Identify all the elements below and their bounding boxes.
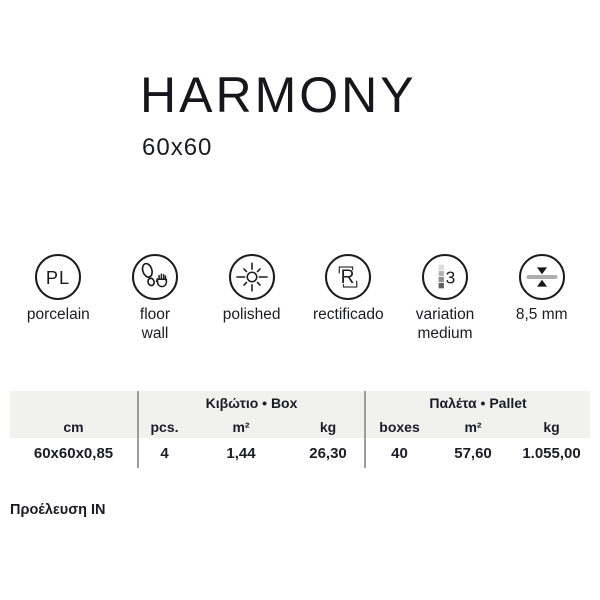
col-header-pallet-m2: m² xyxy=(464,418,482,435)
cell-size: 60x60x0,85 xyxy=(33,444,114,462)
feature-label: 8,5 mm xyxy=(515,306,568,323)
feature-icons-row xyxy=(10,254,590,344)
feature-label-line2: wall xyxy=(141,324,169,342)
feature-label: polished xyxy=(222,306,281,323)
product-size: 60x60 xyxy=(142,134,213,161)
svg-text:PL: PL xyxy=(46,266,71,288)
polished-icon xyxy=(229,254,275,300)
feature-polished xyxy=(203,254,300,344)
feature-label: rectificado xyxy=(313,306,384,323)
feature-variation xyxy=(397,254,494,344)
thickness-icon xyxy=(519,254,565,300)
svg-text:R: R xyxy=(340,266,355,288)
cell-box-m2: 1,44 xyxy=(226,444,256,462)
feature-label: variation xyxy=(415,306,475,323)
feature-label-line2: medium xyxy=(417,324,473,342)
col-header-pallet-kg: kg xyxy=(543,418,560,435)
table-row xyxy=(10,438,590,468)
feature-floor-wall xyxy=(107,254,204,344)
col-header-boxes: boxes xyxy=(365,415,433,438)
svg-text:3: 3 xyxy=(445,267,456,288)
cell-boxes: 40 xyxy=(365,438,433,468)
floor-wall-icon xyxy=(132,254,178,300)
origin-note: Προέλευση IN xyxy=(10,502,106,518)
group-header-box: Κιβώτιο • Box xyxy=(138,391,365,415)
product-title: HARMONY xyxy=(140,67,417,123)
col-header-box-m2: m² xyxy=(232,418,250,435)
feature-thickness xyxy=(493,254,590,344)
cell-box-kg: 26,30 xyxy=(309,444,347,462)
col-header-pcs: pcs. xyxy=(138,415,190,438)
feature-porcelain xyxy=(10,254,107,344)
col-header-box-kg: kg xyxy=(319,418,337,435)
shade-variation-icon xyxy=(422,254,468,300)
packaging-table xyxy=(10,391,590,468)
feature-label: porcelain xyxy=(26,306,90,323)
porcelain-icon xyxy=(35,254,81,300)
cell-pallet-kg: 1.055,00 xyxy=(522,444,581,462)
col-header-cm: cm xyxy=(63,418,84,435)
group-header-pallet: Παλέτα • Pallet xyxy=(365,391,590,415)
feature-rectified xyxy=(300,254,397,344)
cell-pcs: 4 xyxy=(138,438,190,468)
rectified-icon xyxy=(325,254,371,300)
feature-label: floor xyxy=(139,306,171,323)
cell-pallet-m2: 57,60 xyxy=(454,444,492,462)
group-header-empty xyxy=(10,391,138,415)
